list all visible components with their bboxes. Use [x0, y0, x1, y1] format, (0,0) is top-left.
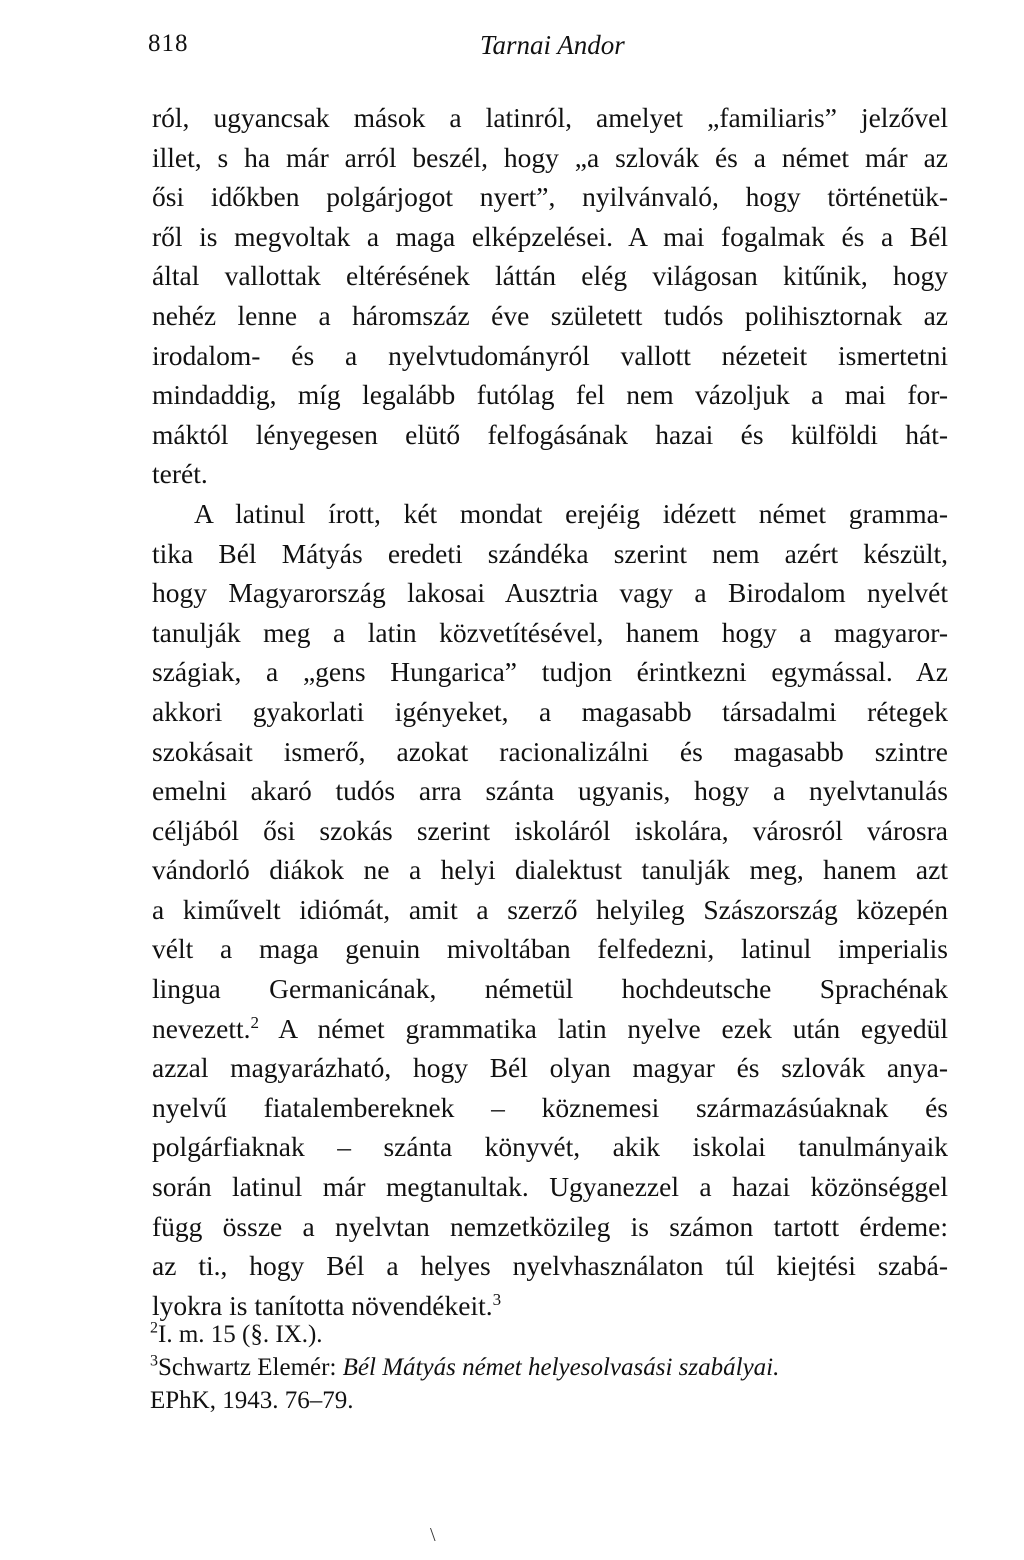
text-line: által vallottak eltérésének láttán elég világosan kitűnik, hogy [152, 260, 948, 292]
page-number: 818 [148, 30, 189, 57]
paragraph-1 [152, 98, 948, 494]
text-line: lingua Germanicának, németül hochdeutsche Sprachénak [152, 973, 948, 1005]
text-line: ről is megvoltak a maga elképzelései. A mai fogalmak és a Bél [152, 220, 948, 252]
text-line: hogy Magyarország lakosai Ausztria vagy a Birodalom nyelvét [152, 577, 948, 609]
text-segment: lyokra is tanította növendékeit. [152, 1289, 493, 1321]
footnote-3-continuation: EPhK, 1943. 76–79. [150, 1387, 354, 1414]
text-line: mindaddig, míg legalább futólag fel nem vázoljuk a mai for- [152, 379, 948, 411]
footnote-title: Bél Mátyás német helyesolvasási szabályai. [342, 1354, 780, 1381]
page-header [148, 30, 948, 64]
footnote-3 [150, 1351, 950, 1384]
footnote-mark: 3 [150, 1352, 158, 1370]
stray-mark: \ [430, 1524, 436, 1546]
footnote-ref-2: 2 [250, 1012, 259, 1032]
text-line: ról, ugyancsak mások a latinról, amelyet „familiaris” jelzővel [152, 102, 948, 133]
text-line: tanulják meg a latin közvetítésével, hanem hogy a magyaror- [152, 616, 948, 648]
text-line: függ össze a nyelvtan nemzetközileg is számon tartott érdeme: [152, 1210, 948, 1242]
footnotes [150, 1318, 950, 1417]
text-line: illet, s ha már arról beszél, hogy „a szlovák és a német már az [152, 141, 948, 173]
text-line: céljából ősi szokás szerint iskoláról iskolára, városról városra [152, 814, 948, 846]
text-line: a kiművelt idiómát, amit a szerző helyileg Szászország közepén [152, 893, 948, 925]
footnote-ref-3: 3 [492, 1289, 502, 1309]
body-text [152, 98, 948, 1325]
text-line: emelni akaró tudós arra szánta ugyanis, hogy a nyelvtanulás [152, 775, 948, 807]
running-head: Tarnai Andor [480, 30, 625, 60]
text-line: vélt a maga genuin mivoltában felfedezni, latinul imperialis [152, 933, 948, 965]
text-line: vándorló diákok ne a helyi dialektust tanulják meg, hanem azt [152, 854, 948, 886]
text-line: A latinul írott, két mondat erejéig idézett német gramma- [194, 497, 948, 529]
text-line: során latinul már megtanultak. Ugyanezzel a hazai közönséggel [152, 1171, 948, 1203]
text-line: nehéz lenne a háromszáz éve született tudós polihisztornak az [152, 299, 948, 331]
footnote-author: Schwartz Elemér: [158, 1354, 343, 1381]
footnote-mark: 2 [150, 1319, 158, 1337]
text-line: polgárfiaknak – szánta könyvét, akik iskolai tanulmányaik [152, 1131, 948, 1163]
paragraph-2 [152, 494, 948, 1325]
text-line: irodalom- és a nyelvtudományról vallott nézeteit ismertetni [152, 339, 948, 371]
text-line: akkori gyakorlati igényeket, a magasabb társadalmi rétegek [152, 695, 948, 727]
text-line: ősi időkben polgárjogot nyert”, nyilvánvaló, hogy történetük- [152, 181, 948, 213]
footnote-text: I. m. 15 (§. IX.). [158, 1321, 323, 1348]
text-line: nyelvű fiatalembereknek – köznemesi származásúaknak és [152, 1091, 948, 1123]
text-line: azzal magyarázható, hogy Bél olyan magyar és szlovák anya- [152, 1052, 948, 1084]
text-line-with-footnote-ref [152, 1009, 948, 1049]
text-line: szágiak, a „gens Hungarica” tudjon érintkezni egymással. Az [152, 656, 948, 688]
footnote-2 [150, 1318, 950, 1351]
text-line: tika Bél Mátyás eredeti szándéka szerint nem azért készült, [152, 537, 948, 569]
text-segment: nevezett. [152, 1012, 251, 1044]
text-line: szokásait ismerő, azokat racionalizálni és magasabb szintre [152, 735, 948, 767]
text-line: az ti., hogy Bél a helyes nyelvhasználaton túl kiejtési szabá- [152, 1250, 948, 1282]
text-segment: A német grammatika latin nyelve ezek után egyedül [258, 1012, 948, 1044]
text-line: terét. [152, 458, 208, 490]
text-line: máktól lényegesen elütő felfogásának hazai és külföldi hát- [152, 418, 948, 450]
